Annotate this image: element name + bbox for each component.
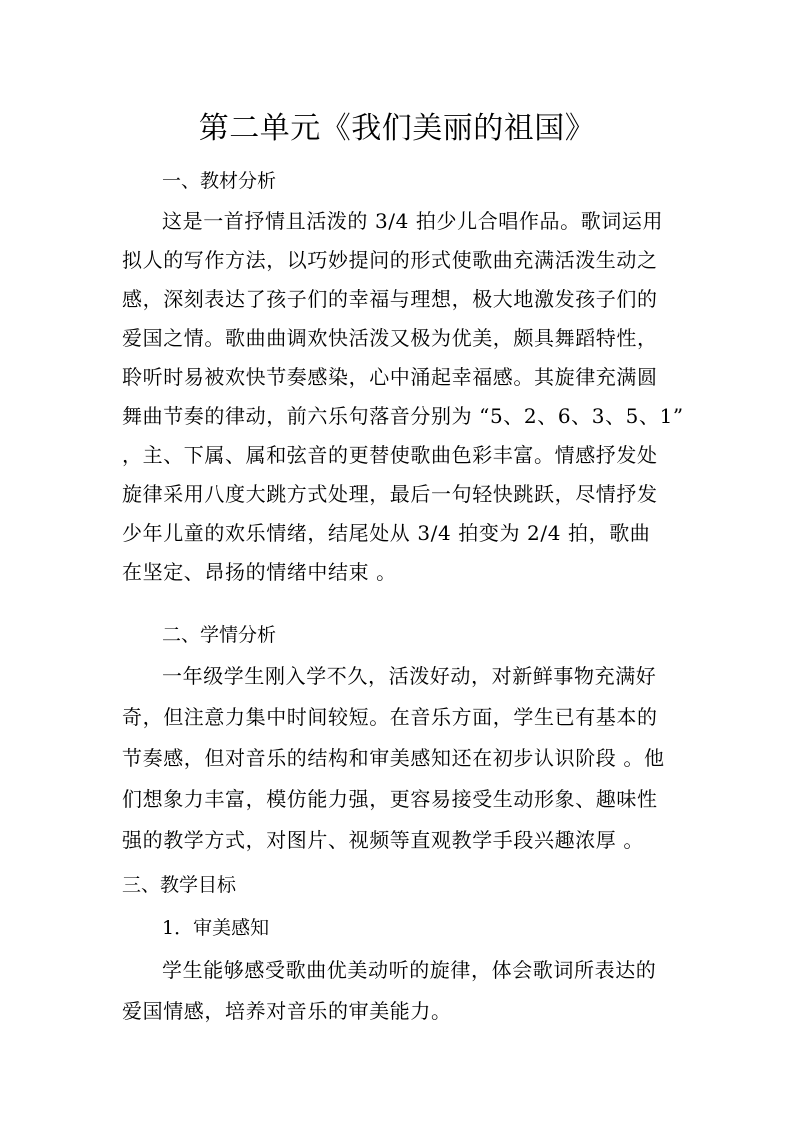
paragraph-line: 感，深刻表达了孩子们的幸福与理想，极大地激发孩子们的 — [122, 287, 658, 311]
document-title: 第二单元《我们美丽的祖国》 — [198, 111, 596, 146]
section-heading-teaching-goals: 三、教学目标 — [122, 874, 237, 896]
paragraph-line: 舞曲节奏的律动，前六乐句落音分别为 “5、2、6、3、5、1” — [122, 404, 684, 428]
section-heading-learner-analysis: 二、学情分析 — [162, 624, 277, 646]
paragraph-line: 一年级学生刚入学不久，活泼好动，对新鲜事物充满好 — [162, 664, 657, 688]
paragraph-line: 强的教学方式，对图片、视频等直观教学手段兴趣浓厚 。 — [122, 828, 644, 852]
paragraph-line: 旋律采用八度大跳方式处理，最后一句轻快跳跃，尽情抒发 — [122, 482, 658, 506]
paragraph-line: 聆听时易被欢快节奏感染，心中涌起幸福感。其旋律充满圆 — [122, 365, 658, 389]
section-heading-textbook-analysis: 一、教材分析 — [162, 170, 277, 192]
paragraph-line: 拟人的写作方法，以巧妙提问的形式使歌曲充满活泼生动之 — [122, 248, 658, 272]
paragraph-line: 节奏感，但对音乐的结构和审美感知还在初步认识阶段 。他 — [122, 746, 665, 770]
paragraph-line: 爱国之情。歌曲曲调欢快活泼又极为优美，颇具舞蹈特性， — [122, 326, 658, 350]
paragraph-line: 这是一首抒情且活泼的 3/4 拍少儿合唱作品。歌词运用 — [162, 209, 664, 233]
paragraph-line: 在坚定、昂扬的情绪中结束 。 — [122, 560, 397, 584]
paragraph-line: 少年儿童的欢乐情绪，结尾处从 3/4 拍变为 2/4 拍，歌曲 — [122, 521, 651, 545]
paragraph-line: 学生能够感受歌曲优美动听的旋律，体会歌词所表达的 — [162, 958, 657, 982]
paragraph-line: ，主、下属、属和弦音的更替使歌曲色彩丰富。情感抒发处 — [122, 443, 658, 467]
paragraph-line: 爱国情感，培养对音乐的审美能力。 — [122, 999, 452, 1023]
paragraph-line: 们想象力丰富，模仿能力强，更容易接受生动形象、趣味性 — [122, 787, 658, 811]
paragraph-line: 奇，但注意力集中时间较短。在音乐方面，学生已有基本的 — [122, 705, 658, 729]
subsection-heading-aesthetic-perception: 1．审美感知 — [162, 917, 270, 939]
